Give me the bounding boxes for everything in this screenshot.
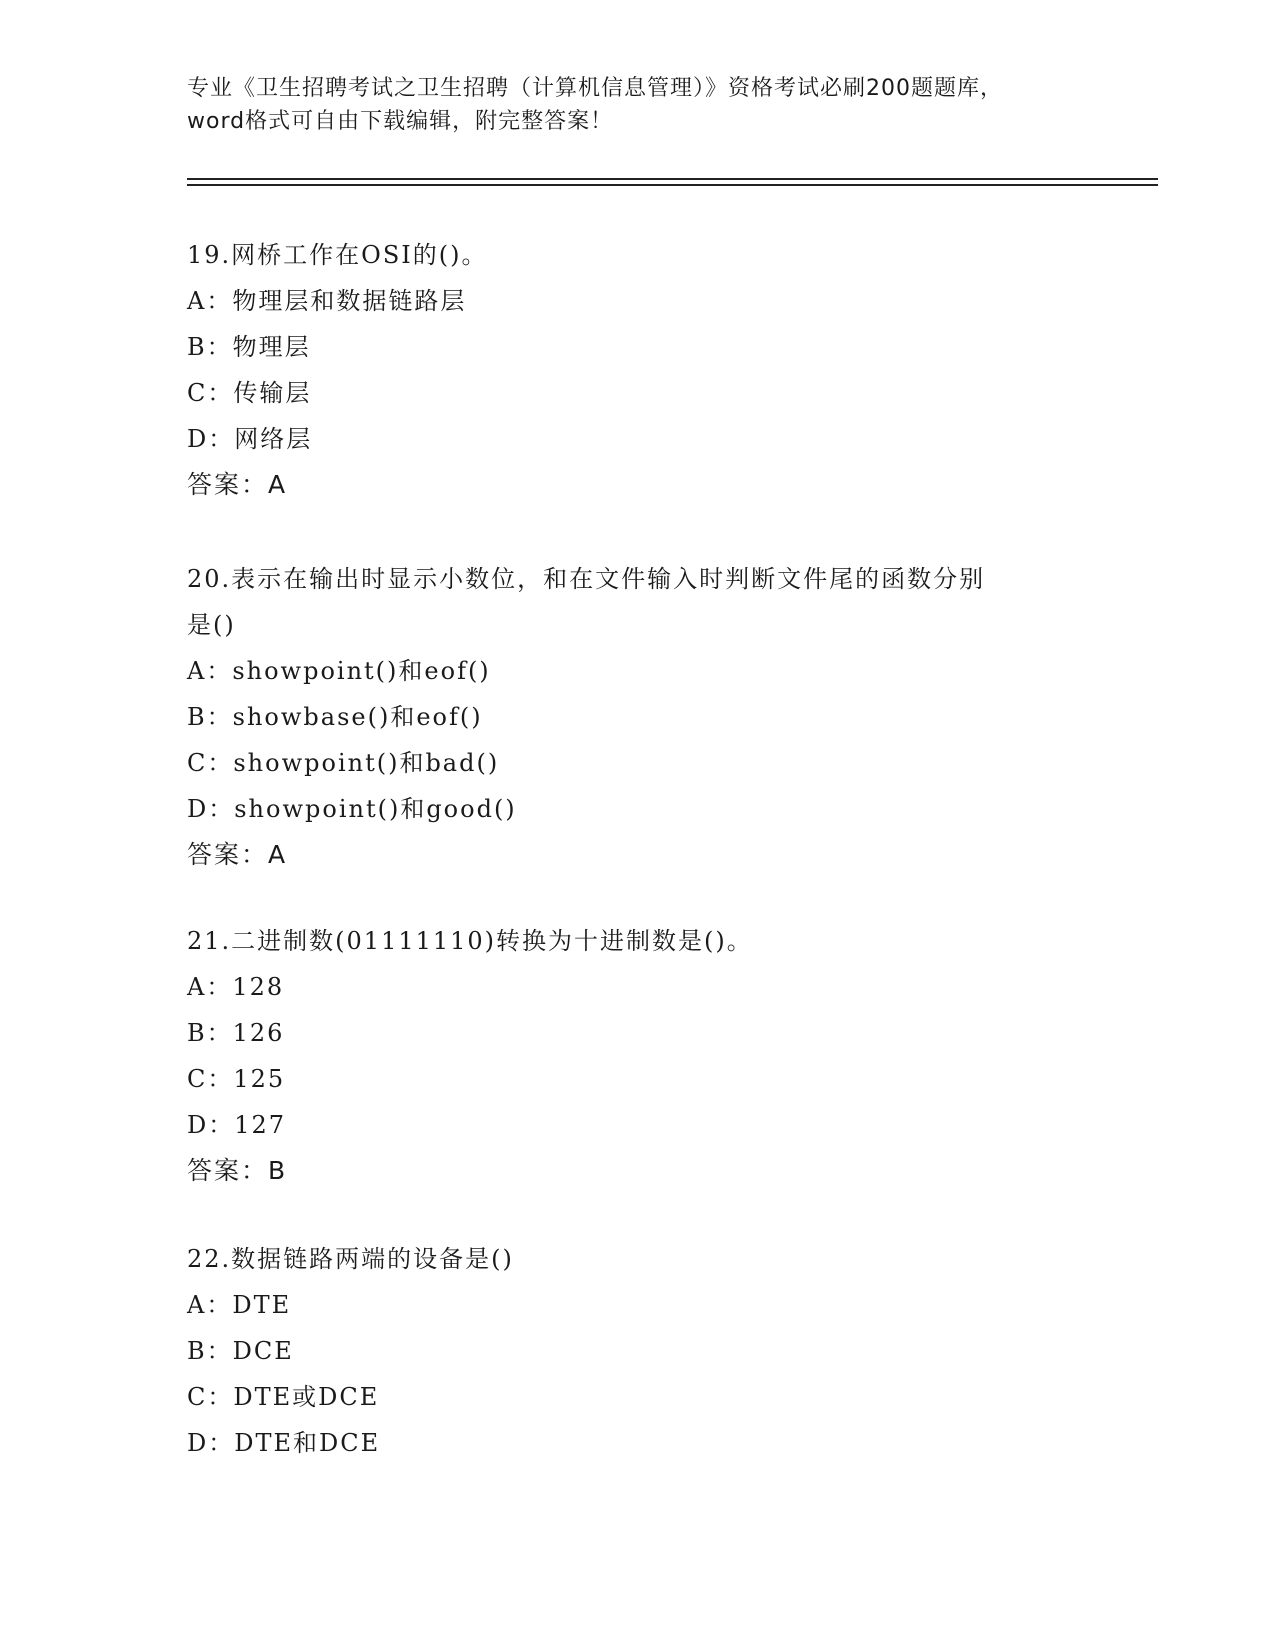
question-22 — [187, 1236, 1087, 1466]
option-c: C：传输层 — [187, 379, 312, 407]
option-c: C：DTE或DCE — [187, 1383, 380, 1411]
option-a: A：DTE — [187, 1291, 292, 1319]
header-divider-bottom — [187, 184, 1158, 186]
option-b: B：126 — [187, 1019, 285, 1047]
option-b: B：DCE — [187, 1337, 294, 1365]
question-21 — [187, 918, 1087, 1194]
question-20 — [187, 556, 1087, 878]
option-d: D：127 — [187, 1111, 287, 1139]
header-line-2: word格式可自由下载编辑，附完整答案！ — [187, 109, 614, 134]
answer: 答案：A — [187, 470, 288, 499]
option-c: C：125 — [187, 1065, 286, 1093]
option-d: D：DTE和DCE — [187, 1429, 381, 1457]
option-d: D：网络层 — [187, 425, 313, 453]
question-stem-continued: 是() — [187, 611, 236, 639]
option-d: D：showpoint()和good() — [187, 795, 517, 823]
answer: 答案：B — [187, 1156, 288, 1185]
option-b: B：物理层 — [187, 333, 311, 361]
question-stem: 20.表示在输出时显示小数位，和在文件输入时判断文件尾的函数分别 — [187, 565, 986, 593]
question-19 — [187, 232, 1087, 508]
option-a: A：showpoint()和eof() — [187, 657, 491, 685]
header-line-1: 专业《卫生招聘考试之卫生招聘（计算机信息管理）》资格考试必刷200题题库， — [187, 76, 1003, 101]
document-header — [187, 72, 1087, 138]
option-a: A：128 — [187, 973, 285, 1001]
header-divider-top — [187, 178, 1158, 180]
answer: 答案：A — [187, 840, 288, 869]
question-stem: 22.数据链路两端的设备是() — [187, 1245, 514, 1273]
question-stem: 19.网桥工作在OSI的()。 — [187, 241, 488, 269]
option-a: A：物理层和数据链路层 — [187, 287, 467, 315]
option-b: B：showbase()和eof() — [187, 703, 483, 731]
question-stem: 21.二进制数(01111110)转换为十进制数是()。 — [187, 927, 753, 955]
option-c: C：showpoint()和bad() — [187, 749, 500, 777]
